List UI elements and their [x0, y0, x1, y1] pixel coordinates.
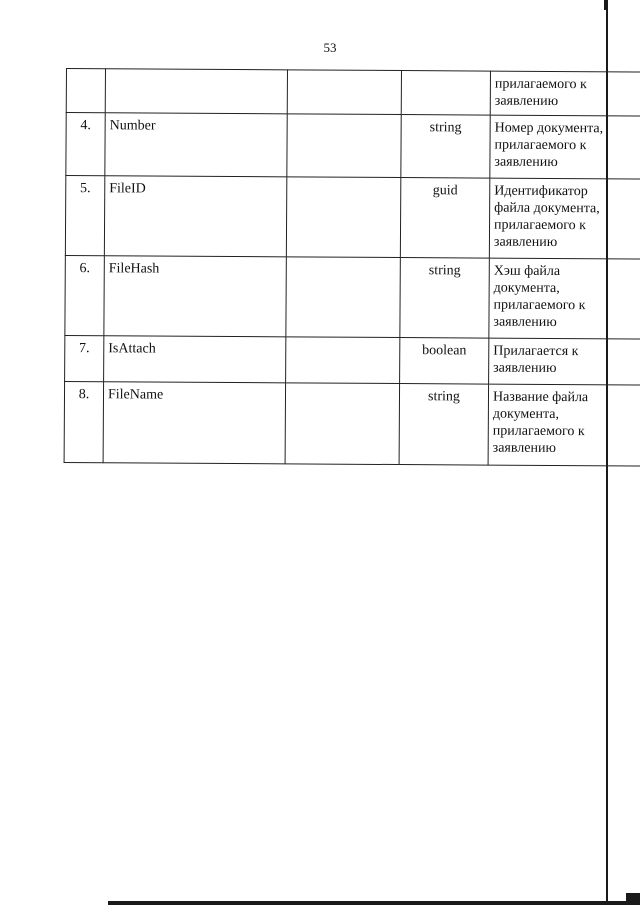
- field-name: Number: [105, 113, 287, 177]
- description-line: документа,: [492, 406, 560, 423]
- field-name: [105, 69, 287, 114]
- page-number: 53: [323, 40, 337, 55]
- table-row: [65, 255, 640, 339]
- field-description: [488, 384, 640, 466]
- table-row: [65, 335, 640, 385]
- field-type: [401, 71, 490, 116]
- field-type: string: [399, 384, 488, 466]
- description-line: прилагаемого к: [492, 423, 585, 440]
- field-description: [490, 115, 640, 179]
- row-number: 6.: [65, 255, 104, 335]
- description-line: заявлению: [493, 234, 558, 251]
- row-number: 4.: [66, 113, 105, 176]
- field-type: string: [401, 115, 490, 179]
- description-line: файла документа,: [494, 200, 600, 217]
- field-description: [489, 258, 640, 339]
- description-line: заявлению: [494, 93, 559, 110]
- description-line: заявлению: [493, 360, 557, 377]
- table-row: [64, 381, 640, 466]
- empty-cell: [286, 177, 400, 258]
- empty-cell: [286, 257, 400, 338]
- field-name: FileHash: [104, 256, 286, 337]
- description-line: заявлению: [494, 154, 558, 171]
- row-number: [66, 69, 105, 113]
- description-line: Хэш файла: [493, 263, 561, 280]
- table-row: [65, 176, 640, 260]
- document-table: [64, 68, 640, 467]
- description-line: Прилагается к: [493, 343, 579, 360]
- field-type: boolean: [400, 338, 489, 385]
- description-line: Название файла: [492, 389, 589, 406]
- empty-cell: [286, 337, 400, 384]
- description-line: Номер документа,: [494, 120, 604, 137]
- table-row: [66, 69, 640, 117]
- description-line: прилагаемого к: [494, 137, 587, 154]
- field-description: [489, 178, 640, 259]
- empty-cell: [287, 70, 401, 115]
- description-line: прилагаемого к: [493, 297, 586, 314]
- description-line: Идентификатор: [494, 183, 588, 200]
- field-name: FileID: [104, 176, 286, 257]
- field-name: IsAttach: [104, 336, 286, 383]
- table-body: [64, 69, 640, 467]
- row-number: 5.: [65, 176, 104, 256]
- description-line: заявлению: [492, 440, 556, 456]
- field-description: [489, 338, 640, 385]
- description-line: документа,: [493, 280, 560, 297]
- scan-edge-corner: [626, 893, 640, 905]
- description-line: прилагаемого к: [494, 217, 587, 234]
- field-type: guid: [400, 178, 489, 259]
- description-line: прилагаемого к: [494, 76, 587, 93]
- empty-cell: [287, 114, 401, 178]
- table-row: [66, 113, 640, 180]
- empty-cell: [285, 383, 399, 465]
- field-description: [490, 71, 640, 116]
- field-type: string: [400, 258, 489, 339]
- row-number: 7.: [65, 335, 104, 381]
- scan-edge-bottom: [108, 901, 640, 905]
- field-name: FileName: [103, 382, 285, 464]
- description-line: заявлению: [493, 314, 557, 331]
- row-number: 8.: [64, 381, 103, 462]
